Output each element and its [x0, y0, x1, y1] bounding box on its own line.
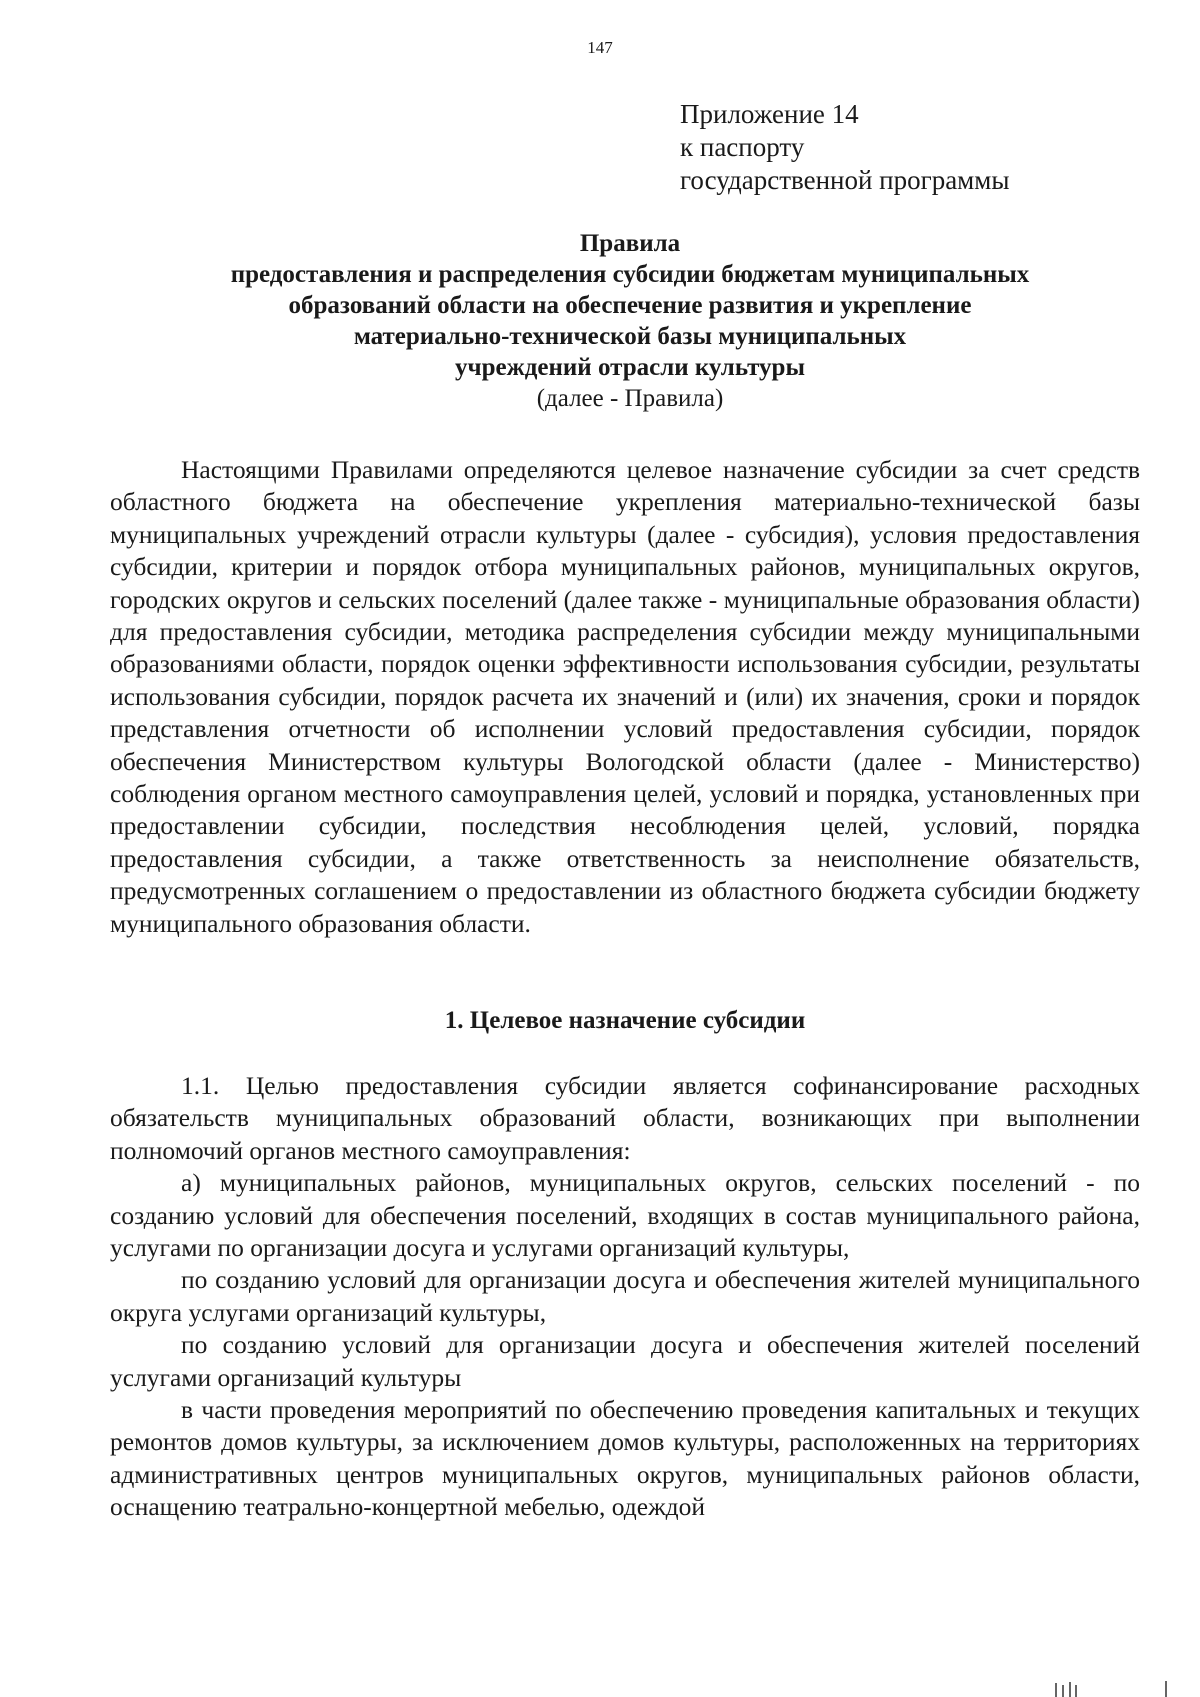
document-title: [110, 228, 1150, 414]
appendix-note: [680, 98, 1010, 197]
section-paragraph: а) муниципальных районов, муниципальных округов, сельских поселений - по созданию условий для обеспечения поселений, входящих в состав муниципального района, услугами по организации досуга и услугами организаций культуры,: [110, 1168, 1140, 1263]
title-line: образований области на обеспечение развития и укрепление: [288, 292, 972, 319]
appendix-line: Приложение 14: [680, 99, 859, 129]
appendix-line: к паспорту: [680, 132, 805, 162]
page-number: 147: [587, 38, 613, 57]
intro-paragraph: Настоящими Правилами определяются целевое назначение субсидии за счет средств областного бюджета на обеспечение укрепления материально-технической базы муниципальных учреждений отрасли культуры (далее - субсидия), условия предоставления субсидии, критерии и порядок отбора муниципальных районов, муниципальных округов, городских округов и сельских поселений (далее также - муниципальные образования области) для предоставления субсидии, методика распределения субсидии между муниципальными образованиями области, порядок оценки эффективности использования субсидии, результаты использования субсидии, порядок расчета их значений и (или) их значения, сроки и порядок представления отчетности об исполнении условий предоставления субсидии, порядок обеспечения Министерством культуры Вологодской области (далее - Министерство) соблюдения органом местного самоуправления целей, условий и порядка, установленных при предоставлении субсидии, последствия несоблюдения целей, условий, порядка предоставления субсидии, а также ответственность за неисполнение обязательств, предусмотренных соглашением о предоставлении из областного бюджета субсидии бюджету муниципального образования области.: [110, 455, 1140, 938]
section-paragraph: по созданию условий для организации досуга и обеспечения жителей муниципального округа услугами организаций культуры,: [110, 1265, 1140, 1327]
scan-artifact-marks: [1016, 1679, 1176, 1697]
title-line: предоставления и распределения субсидии бюджетам муниципальных: [230, 261, 1030, 288]
title-subline: (далее - Правила): [536, 385, 724, 412]
intro-section: [110, 454, 1140, 940]
title-line: материально-технической базы муниципальных: [353, 323, 907, 350]
title-line: учреждений отрасли культуры: [455, 354, 805, 381]
title-line: Правила: [579, 230, 681, 257]
section-body: [110, 1070, 1140, 1524]
section-paragraph: по созданию условий для организации досуга и обеспечения жителей поселений услугами организаций культуры: [110, 1330, 1140, 1392]
section-paragraph: в части проведения мероприятий по обеспечению проведения капитальных и текущих ремонтов домов культуры, за исключением домов культуры, расположенных на территориях административных центров муниципальных округов, муниципальных районов области, оснащению театрально-концертной мебелью, одеждой: [110, 1395, 1140, 1522]
section-heading: 1. Целевое назначение субсидии: [444, 1007, 806, 1034]
appendix-line: государственной программы: [680, 165, 1010, 195]
section-paragraph: 1.1. Целью предоставления субсидии является софинансирование расходных обязательств муниципальных образований области, возникающих при выполнении полномочий органов местного самоуправления:: [110, 1071, 1140, 1165]
